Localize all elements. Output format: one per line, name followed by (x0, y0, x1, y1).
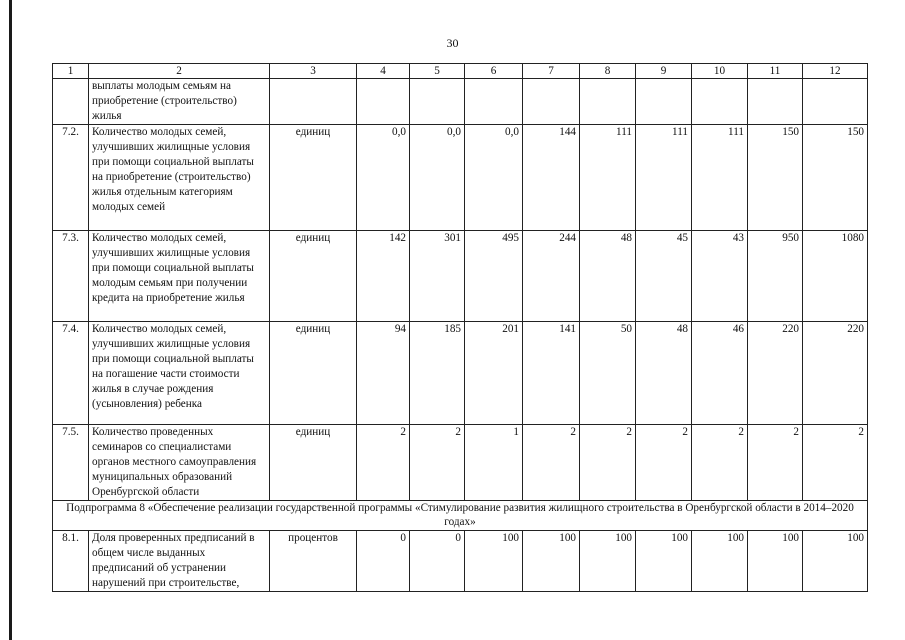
value-cell (523, 79, 580, 125)
value-cell: 220 (803, 322, 868, 425)
column-number: 1 (53, 64, 89, 79)
value-cell: 1080 (803, 231, 868, 322)
row-number: 7.4. (53, 322, 89, 425)
unit-cell: единиц (270, 425, 357, 501)
value-cell (692, 79, 748, 125)
value-cell: 111 (580, 125, 636, 231)
value-cell (357, 79, 410, 125)
value-cell: 50 (580, 322, 636, 425)
indicators-table (52, 63, 868, 592)
value-cell (636, 79, 692, 125)
unit-cell: единиц (270, 125, 357, 231)
subprogram-heading: Подпрограмма 8 «Обеспечение реализации государственной программы «Стимулирование развития жилищного строительства в Оренбургской области в 2014–2020 годах» (53, 501, 868, 531)
value-cell: 43 (692, 231, 748, 322)
value-cell: 2 (357, 425, 410, 501)
value-cell: 495 (465, 231, 523, 322)
value-cell: 100 (523, 531, 580, 592)
row-number: 7.5. (53, 425, 89, 501)
column-number: 2 (89, 64, 270, 79)
value-cell: 48 (636, 322, 692, 425)
value-cell: 46 (692, 322, 748, 425)
value-cell (410, 79, 465, 125)
row-number (53, 79, 89, 125)
value-cell: 150 (803, 125, 868, 231)
value-cell: 94 (357, 322, 410, 425)
unit-cell: единиц (270, 231, 357, 322)
value-cell: 100 (636, 531, 692, 592)
value-cell: 100 (803, 531, 868, 592)
value-cell: 2 (636, 425, 692, 501)
value-cell: 0 (357, 531, 410, 592)
table-row (53, 531, 868, 592)
value-cell: 0,0 (465, 125, 523, 231)
value-cell: 2 (748, 425, 803, 501)
column-number: 3 (270, 64, 357, 79)
value-cell: 0,0 (357, 125, 410, 231)
column-number: 6 (465, 64, 523, 79)
table-row (53, 425, 868, 501)
value-cell: 144 (523, 125, 580, 231)
subprogram-heading-row (53, 501, 868, 531)
value-cell: 201 (465, 322, 523, 425)
scan-edge-line (9, 0, 12, 640)
row-number: 7.3. (53, 231, 89, 322)
column-number: 12 (803, 64, 868, 79)
value-cell: 2 (410, 425, 465, 501)
column-number: 7 (523, 64, 580, 79)
value-cell: 2 (692, 425, 748, 501)
value-cell: 100 (748, 531, 803, 592)
value-cell: 301 (410, 231, 465, 322)
value-cell: 142 (357, 231, 410, 322)
value-cell: 0,0 (410, 125, 465, 231)
indicator-name: Количество молодых семей, улучшивших жилищные условия при помощи социальной выплаты на приобретение (строительство) жилья отдельным категориям молодых семей (89, 125, 270, 231)
value-cell: 141 (523, 322, 580, 425)
row-number: 7.2. (53, 125, 89, 231)
value-cell: 2 (803, 425, 868, 501)
value-cell: 2 (580, 425, 636, 501)
unit-cell: процентов (270, 531, 357, 592)
value-cell: 220 (748, 322, 803, 425)
value-cell: 111 (692, 125, 748, 231)
row-number: 8.1. (53, 531, 89, 592)
indicator-name: Количество молодых семей, улучшивших жилищные условия при помощи социальной выплаты на погашение части стоимости жилья в случае рождения (усыновления) ребенка (89, 322, 270, 425)
value-cell: 100 (465, 531, 523, 592)
column-number: 9 (636, 64, 692, 79)
value-cell: 2 (523, 425, 580, 501)
table-row (53, 79, 868, 125)
table-row (53, 231, 868, 322)
value-cell: 100 (692, 531, 748, 592)
column-number: 10 (692, 64, 748, 79)
column-number: 5 (410, 64, 465, 79)
indicator-name: Количество молодых семей, улучшивших жилищные условия при помощи социальной выплаты молодым семьям при получении кредита на приобретение жилья (89, 231, 270, 322)
value-cell: 244 (523, 231, 580, 322)
value-cell (803, 79, 868, 125)
column-number: 4 (357, 64, 410, 79)
indicator-name: Доля проверенных предписаний в общем числе выданных предписаний об устранении нарушений при строительстве, (89, 531, 270, 592)
value-cell: 111 (636, 125, 692, 231)
column-number-row (53, 64, 868, 79)
value-cell: 185 (410, 322, 465, 425)
value-cell: 48 (580, 231, 636, 322)
column-number: 8 (580, 64, 636, 79)
value-cell (580, 79, 636, 125)
table-row (53, 322, 868, 425)
indicator-name: выплаты молодым семьям на приобретение (строительство) жилья (89, 79, 270, 125)
unit-cell: единиц (270, 322, 357, 425)
value-cell: 0 (410, 531, 465, 592)
value-cell: 100 (580, 531, 636, 592)
value-cell: 950 (748, 231, 803, 322)
page-number: 30 (446, 36, 459, 50)
indicator-name: Количество проведенных семинаров со специалистами органов местного самоуправления муниципальных образований Оренбургской области (89, 425, 270, 501)
value-cell (748, 79, 803, 125)
value-cell (465, 79, 523, 125)
value-cell: 1 (465, 425, 523, 501)
table-row (53, 125, 868, 231)
unit-cell (270, 79, 357, 125)
value-cell: 150 (748, 125, 803, 231)
value-cell: 45 (636, 231, 692, 322)
column-number: 11 (748, 64, 803, 79)
